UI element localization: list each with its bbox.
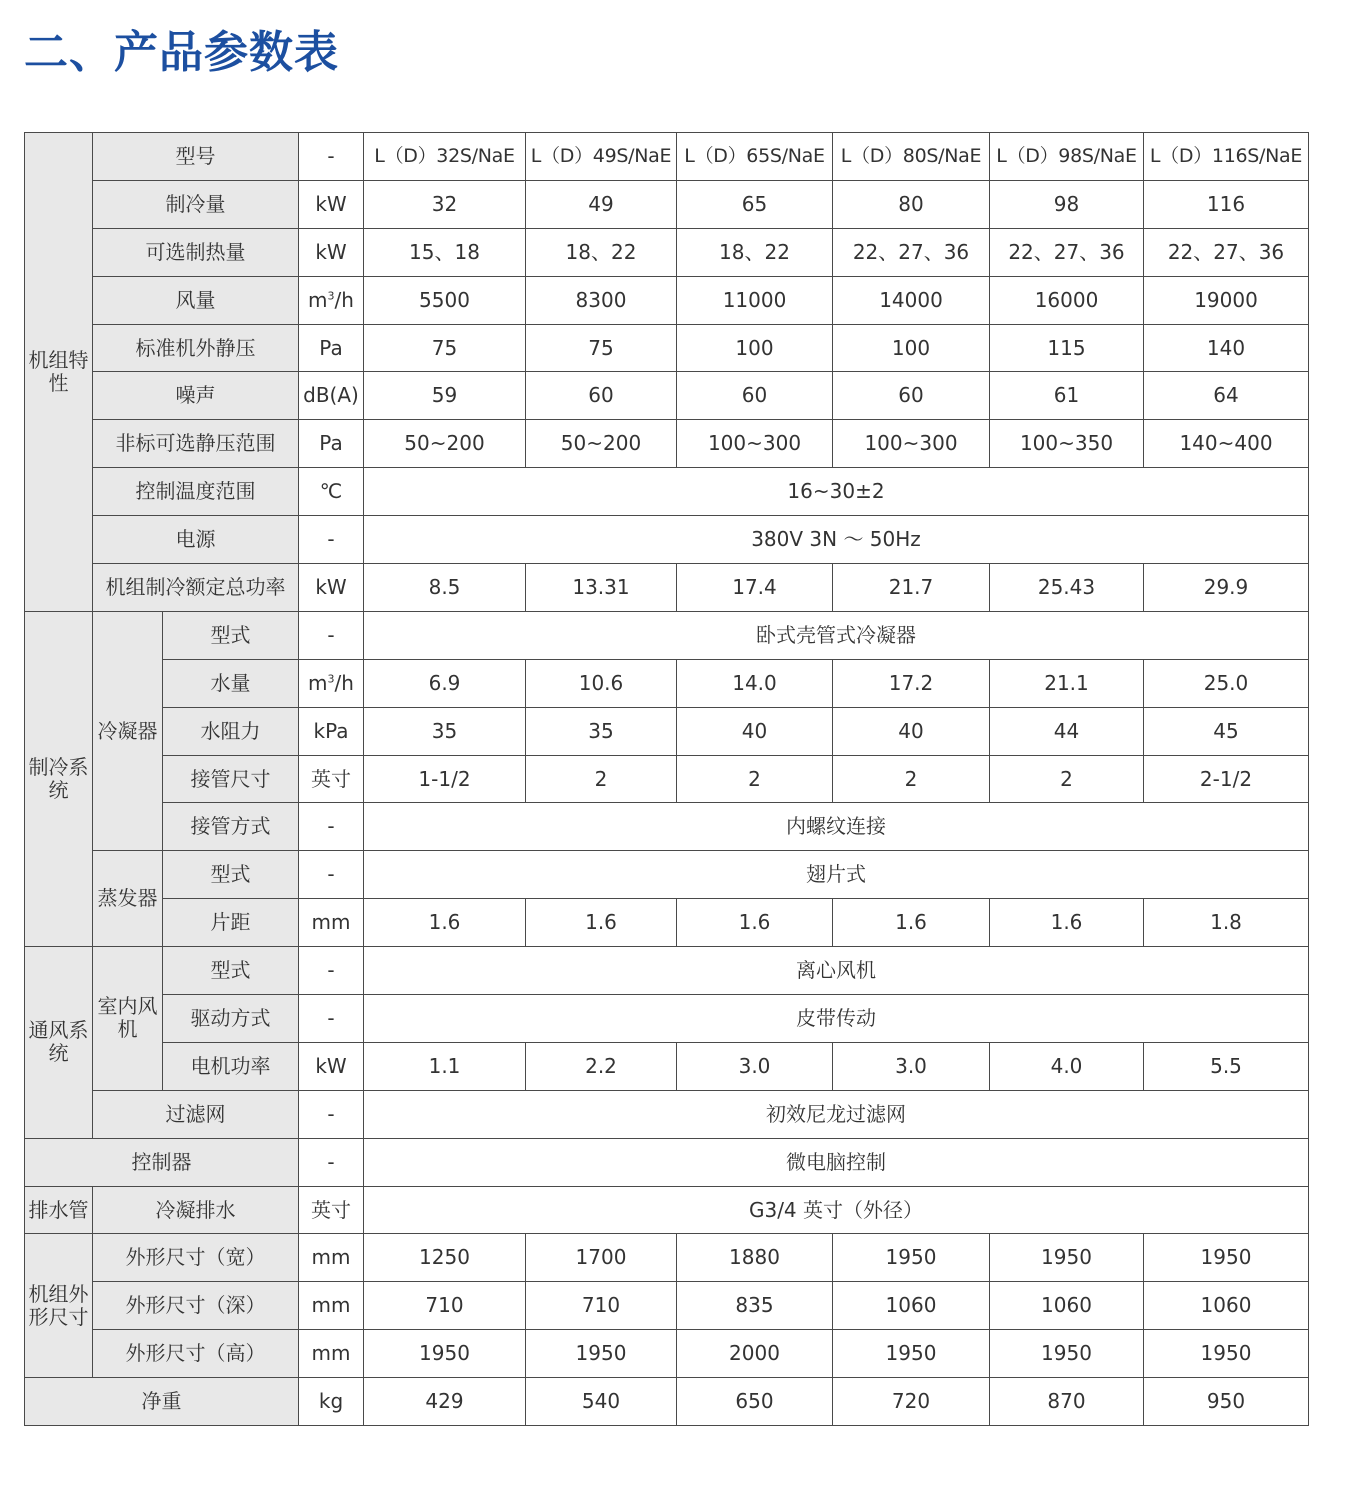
- value-cell: 2: [990, 755, 1144, 803]
- value-cell: 1250: [364, 1234, 526, 1282]
- value-cell: 22、27、36: [1144, 228, 1309, 276]
- page-title: 二、产品参数表: [24, 27, 339, 78]
- model-cell: L（D）98S/NaE: [990, 133, 1144, 181]
- value-cell: 17.2: [833, 659, 990, 707]
- merged-value-cell: 380V 3N ～ 50Hz: [364, 516, 1309, 564]
- row-label: 过滤网: [93, 1090, 299, 1138]
- value-cell: 98: [990, 180, 1144, 228]
- table-row: [25, 1090, 1309, 1138]
- table-row: [25, 180, 1309, 228]
- value-cell: 100: [677, 324, 833, 372]
- row-label: 驱动方式: [163, 995, 299, 1043]
- row-unit: kW: [299, 564, 364, 612]
- value-cell: 60: [677, 372, 833, 420]
- value-cell: 13.31: [526, 564, 677, 612]
- value-cell: 40: [833, 707, 990, 755]
- row-unit: 英寸: [299, 755, 364, 803]
- value-cell: 1950: [1144, 1330, 1309, 1378]
- value-cell: 5.5: [1144, 1042, 1309, 1090]
- value-cell: 100: [833, 324, 990, 372]
- row-label: 电源: [93, 516, 299, 564]
- value-cell: 1950: [1144, 1234, 1309, 1282]
- merged-value-cell: 微电脑控制: [364, 1138, 1309, 1186]
- value-cell: 25.43: [990, 564, 1144, 612]
- value-cell: 19000: [1144, 276, 1309, 324]
- row-unit: -: [299, 133, 364, 181]
- value-cell: 6.9: [364, 659, 526, 707]
- table-row: [25, 564, 1309, 612]
- row-label: 型式: [163, 947, 299, 995]
- row-unit: -: [299, 803, 364, 851]
- value-cell: 710: [364, 1282, 526, 1330]
- value-cell: 1880: [677, 1234, 833, 1282]
- table-row: [25, 420, 1309, 468]
- value-cell: 75: [526, 324, 677, 372]
- value-cell: 2: [833, 755, 990, 803]
- group-condenser-label: 冷凝器: [93, 611, 163, 850]
- row-label: 风量: [93, 276, 299, 324]
- row-label: 片距: [163, 899, 299, 947]
- value-cell: 10.6: [526, 659, 677, 707]
- row-label: 外形尺寸（高）: [93, 1330, 299, 1378]
- merged-value-cell: 皮带传动: [364, 995, 1309, 1043]
- row-unit: mm: [299, 899, 364, 947]
- value-cell: 140~400: [1144, 420, 1309, 468]
- row-label: 电机功率: [163, 1042, 299, 1090]
- value-cell: 25.0: [1144, 659, 1309, 707]
- table-row: [25, 1186, 1309, 1234]
- value-cell: 18、22: [677, 228, 833, 276]
- value-cell: 15、18: [364, 228, 526, 276]
- table-row: [25, 372, 1309, 420]
- merged-value-cell: 翅片式: [364, 851, 1309, 899]
- table-row: [25, 611, 1309, 659]
- value-cell: 21.7: [833, 564, 990, 612]
- row-unit: mm: [299, 1330, 364, 1378]
- row-unit: kW: [299, 228, 364, 276]
- table-row: [25, 276, 1309, 324]
- model-cell: L（D）32S/NaE: [364, 133, 526, 181]
- model-cell: L（D）116S/NaE: [1144, 133, 1309, 181]
- row-label: 型号: [93, 133, 299, 181]
- value-cell: 1.6: [526, 899, 677, 947]
- value-cell: 1.1: [364, 1042, 526, 1090]
- table-row: [25, 468, 1309, 516]
- value-cell: 950: [1144, 1378, 1309, 1426]
- table-row: [25, 1042, 1309, 1090]
- table-row: [25, 1282, 1309, 1330]
- row-label: 外形尺寸（宽）: [93, 1234, 299, 1282]
- row-label: 净重: [25, 1378, 299, 1426]
- merged-value-cell: 16~30±2: [364, 468, 1309, 516]
- row-label: 接管方式: [163, 803, 299, 851]
- value-cell: 540: [526, 1378, 677, 1426]
- row-unit: $m^3/h$: [299, 659, 364, 707]
- row-unit: ℃: [299, 468, 364, 516]
- value-cell: 8.5: [364, 564, 526, 612]
- value-cell: 8300: [526, 276, 677, 324]
- merged-value-cell: G3/4 英寸（外径）: [364, 1186, 1309, 1234]
- value-cell: 60: [833, 372, 990, 420]
- table-row: [25, 1330, 1309, 1378]
- value-cell: 1950: [833, 1330, 990, 1378]
- row-label: 噪声: [93, 372, 299, 420]
- row-unit: -: [299, 1090, 364, 1138]
- value-cell: 2.2: [526, 1042, 677, 1090]
- row-label: 控制器: [25, 1138, 299, 1186]
- value-cell: 2-1/2: [1144, 755, 1309, 803]
- value-cell: 1.6: [833, 899, 990, 947]
- row-unit: dB(A): [299, 372, 364, 420]
- model-cell: L（D）49S/NaE: [526, 133, 677, 181]
- group-vent-label: 通风系统: [25, 947, 93, 1139]
- row-label: 非标可选静压范围: [93, 420, 299, 468]
- value-cell: 835: [677, 1282, 833, 1330]
- value-cell: 2: [677, 755, 833, 803]
- row-unit: -: [299, 1138, 364, 1186]
- value-cell: 1950: [526, 1330, 677, 1378]
- row-label: 水阻力: [163, 707, 299, 755]
- value-cell: 22、27、36: [990, 228, 1144, 276]
- table-row: [25, 133, 1309, 181]
- value-cell: 1950: [833, 1234, 990, 1282]
- value-cell: 720: [833, 1378, 990, 1426]
- table-row: [25, 228, 1309, 276]
- value-cell: 14000: [833, 276, 990, 324]
- value-cell: 1.6: [364, 899, 526, 947]
- row-unit: kPa: [299, 707, 364, 755]
- row-unit: $m^3/h$: [299, 276, 364, 324]
- row-label: 型式: [163, 851, 299, 899]
- row-label: 标准机外静压: [93, 324, 299, 372]
- table-row: [25, 851, 1309, 899]
- value-cell: 115: [990, 324, 1144, 372]
- row-label: 制冷量: [93, 180, 299, 228]
- value-cell: 429: [364, 1378, 526, 1426]
- table-row: [25, 899, 1309, 947]
- value-cell: 49: [526, 180, 677, 228]
- value-cell: 2000: [677, 1330, 833, 1378]
- value-cell: 140: [1144, 324, 1309, 372]
- row-unit: mm: [299, 1234, 364, 1282]
- value-cell: 35: [526, 707, 677, 755]
- group-indoor-fan-label: 室内风机: [93, 947, 163, 1091]
- value-cell: 14.0: [677, 659, 833, 707]
- table-row: [25, 755, 1309, 803]
- value-cell: 5500: [364, 276, 526, 324]
- group-evaporator-label: 蒸发器: [93, 851, 163, 947]
- row-unit: kW: [299, 1042, 364, 1090]
- value-cell: 17.4: [677, 564, 833, 612]
- value-cell: 59: [364, 372, 526, 420]
- row-unit: -: [299, 851, 364, 899]
- value-cell: 1-1/2: [364, 755, 526, 803]
- value-cell: 75: [364, 324, 526, 372]
- row-unit: -: [299, 516, 364, 564]
- value-cell: 870: [990, 1378, 1144, 1426]
- row-unit: kW: [299, 180, 364, 228]
- merged-value-cell: 卧式壳管式冷凝器: [364, 611, 1309, 659]
- merged-value-cell: 初效尼龙过滤网: [364, 1090, 1309, 1138]
- row-unit: -: [299, 947, 364, 995]
- table-row: [25, 707, 1309, 755]
- value-cell: 11000: [677, 276, 833, 324]
- row-unit: Pa: [299, 324, 364, 372]
- value-cell: 50~200: [364, 420, 526, 468]
- model-cell: L（D）65S/NaE: [677, 133, 833, 181]
- row-unit: 英寸: [299, 1186, 364, 1234]
- table-row: [25, 947, 1309, 995]
- row-label: 接管尺寸: [163, 755, 299, 803]
- value-cell: 1950: [990, 1234, 1144, 1282]
- product-spec-table: [24, 132, 1309, 1426]
- table-row: [25, 995, 1309, 1043]
- merged-value-cell: 离心风机: [364, 947, 1309, 995]
- row-unit: mm: [299, 1282, 364, 1330]
- value-cell: 100~350: [990, 420, 1144, 468]
- value-cell: 18、22: [526, 228, 677, 276]
- group-unit-label: 机组特性: [25, 133, 93, 612]
- table-row: [25, 659, 1309, 707]
- value-cell: 44: [990, 707, 1144, 755]
- value-cell: 2: [526, 755, 677, 803]
- value-cell: 60: [526, 372, 677, 420]
- value-cell: 3.0: [833, 1042, 990, 1090]
- table-row: [25, 1138, 1309, 1186]
- group-refrig-label: 制冷系统: [25, 611, 93, 946]
- value-cell: 1060: [1144, 1282, 1309, 1330]
- value-cell: 1700: [526, 1234, 677, 1282]
- value-cell: 1.6: [677, 899, 833, 947]
- value-cell: 116: [1144, 180, 1309, 228]
- value-cell: 65: [677, 180, 833, 228]
- value-cell: 50~200: [526, 420, 677, 468]
- table-row: [25, 324, 1309, 372]
- value-cell: 1950: [364, 1330, 526, 1378]
- value-cell: 22、27、36: [833, 228, 990, 276]
- table-row: [25, 1234, 1309, 1282]
- row-unit: -: [299, 611, 364, 659]
- value-cell: 45: [1144, 707, 1309, 755]
- value-cell: 1950: [990, 1330, 1144, 1378]
- value-cell: 16000: [990, 276, 1144, 324]
- model-cell: L（D）80S/NaE: [833, 133, 990, 181]
- table-row: [25, 516, 1309, 564]
- row-label: 可选制热量: [93, 228, 299, 276]
- row-unit: kg: [299, 1378, 364, 1426]
- value-cell: 1060: [833, 1282, 990, 1330]
- value-cell: 1.8: [1144, 899, 1309, 947]
- row-label: 冷凝排水: [93, 1186, 299, 1234]
- value-cell: 35: [364, 707, 526, 755]
- row-label: 机组制冷额定总功率: [93, 564, 299, 612]
- row-label: 外形尺寸（深）: [93, 1282, 299, 1330]
- value-cell: 100~300: [677, 420, 833, 468]
- value-cell: 4.0: [990, 1042, 1144, 1090]
- group-dims-label: 机组外形尺寸: [25, 1234, 93, 1378]
- group-drain-label: 排水管: [25, 1186, 93, 1234]
- value-cell: 64: [1144, 372, 1309, 420]
- value-cell: 40: [677, 707, 833, 755]
- table-row: [25, 803, 1309, 851]
- value-cell: 650: [677, 1378, 833, 1426]
- value-cell: 100~300: [833, 420, 990, 468]
- value-cell: 80: [833, 180, 990, 228]
- row-unit: -: [299, 995, 364, 1043]
- value-cell: 32: [364, 180, 526, 228]
- table-row: [25, 1378, 1309, 1426]
- value-cell: 21.1: [990, 659, 1144, 707]
- value-cell: 710: [526, 1282, 677, 1330]
- value-cell: 1060: [990, 1282, 1144, 1330]
- value-cell: 61: [990, 372, 1144, 420]
- row-label: 控制温度范围: [93, 468, 299, 516]
- merged-value-cell: 内螺纹连接: [364, 803, 1309, 851]
- row-label: 水量: [163, 659, 299, 707]
- value-cell: 1.6: [990, 899, 1144, 947]
- row-label: 型式: [163, 611, 299, 659]
- value-cell: 29.9: [1144, 564, 1309, 612]
- row-unit: Pa: [299, 420, 364, 468]
- value-cell: 3.0: [677, 1042, 833, 1090]
